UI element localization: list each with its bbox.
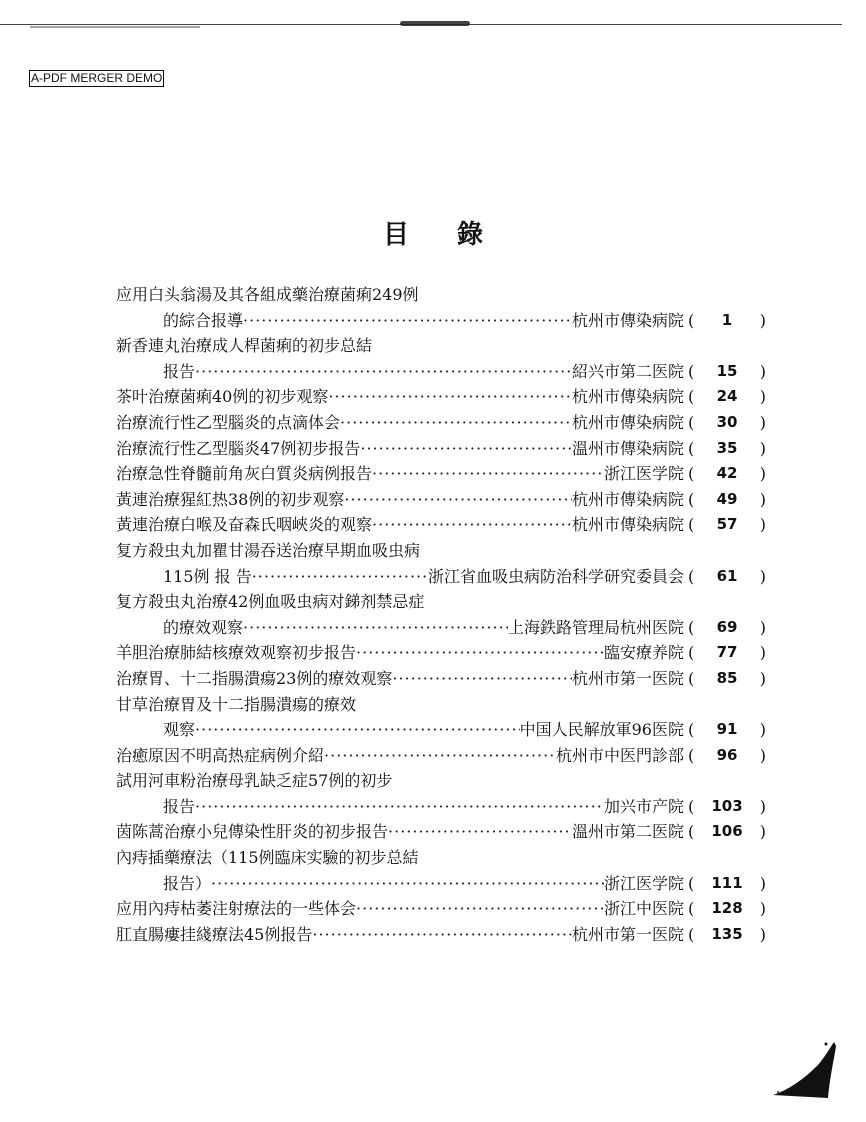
entry-source: 杭州市傳染病院 — [571, 387, 684, 407]
entry-page: ( 103 ) — [684, 794, 766, 820]
dot-leader — [195, 794, 604, 820]
entry-page: ( 69 ) — [684, 615, 766, 641]
toc-entry-title-line[interactable]: 复方殺虫丸治療42例血吸虫病对銻剂禁忌症 — [116, 592, 425, 612]
toc-entry[interactable] — [116, 512, 766, 538]
dot-leader — [356, 896, 604, 922]
toc-entry[interactable] — [116, 487, 766, 513]
entry-page: ( 30 ) — [684, 410, 766, 436]
entry-title: 羊胆治療肺結核療效观察初步报告 — [116, 643, 357, 663]
toc-entry[interactable] — [116, 922, 766, 948]
corner-ink-stain — [768, 1040, 838, 1100]
entry-source: 中国人民解放軍96医院 — [519, 720, 684, 740]
page-number: 106 — [711, 822, 743, 841]
entry-title: 治療流行性乙型腦炎的点滴体会 — [116, 412, 341, 432]
toc-entry[interactable] — [116, 564, 766, 590]
entry-page: ( 35 ) — [684, 436, 766, 462]
toc-entry[interactable] — [116, 640, 766, 666]
entry-source: 上海鉄路管理局杭州医院 — [507, 617, 684, 637]
toc-entry[interactable] — [116, 871, 766, 897]
page-number: 1 — [721, 310, 733, 329]
entry-page: ( 128 ) — [684, 896, 766, 922]
toc-entry[interactable] — [116, 794, 766, 820]
page-number: 91 — [716, 720, 738, 739]
entry-title: 报告） — [163, 873, 212, 893]
entry-title: 应用內痔枯萎注射療法的一些体会 — [116, 899, 357, 919]
toc-entry[interactable] — [116, 896, 766, 922]
page-number: 42 — [716, 464, 738, 483]
entry-source: 杭州市傳染病院 — [571, 489, 684, 509]
page-number: 61 — [716, 566, 738, 585]
dot-leader — [211, 871, 604, 897]
dot-leader — [392, 666, 572, 692]
dot-leader — [243, 615, 508, 641]
entry-title: 的綜合报導 — [163, 310, 244, 330]
entry-page: ( 111 ) — [684, 871, 766, 897]
entry-source: 杭州市傳染病院 — [571, 310, 684, 330]
entry-source: 紹兴市第二医院 — [571, 361, 684, 381]
entry-page: ( 96 ) — [684, 743, 766, 769]
entry-source: 杭州市傳染病院 — [571, 515, 684, 535]
entry-title: 茵陈蒿治療小兒傳染性肝炎的初步报告 — [116, 822, 389, 842]
page-number: 15 — [716, 361, 738, 380]
entry-source: 杭州市傳染病院 — [571, 412, 684, 432]
page-title: 目錄 — [382, 220, 531, 250]
dot-leader — [195, 717, 520, 743]
page-number: 24 — [716, 387, 738, 406]
dot-leader — [324, 743, 556, 769]
toc-entry[interactable] — [116, 384, 766, 410]
toc-entry-title-line[interactable]: 內痔插藥療法（115例臨床实驗的初步总結 — [116, 848, 419, 868]
entry-title: 报告 — [163, 361, 196, 381]
dot-leader — [372, 512, 572, 538]
toc-entry-title-line[interactable]: 甘草治療胃及十二指腸潰瘍的療效 — [116, 694, 357, 714]
toc-entry-title-line[interactable]: 应用白头翁湯及其各組成藥治療菌痢249例 — [116, 285, 419, 304]
scan-ink-mark — [400, 21, 470, 26]
entry-source: 浙江医学院 — [603, 464, 684, 484]
entry-title: 治癒原因不明高热症病例介紹 — [116, 745, 325, 765]
page-number: 103 — [711, 796, 743, 815]
toc-entry-title-line[interactable]: 复方殺虫丸加瞿甘湯吞送治療早期血吸虫病 — [116, 540, 421, 560]
entry-page: ( 57 ) — [684, 512, 766, 538]
entry-page: ( 15 ) — [684, 359, 766, 385]
page-number: 69 — [716, 617, 738, 636]
page-number: 30 — [716, 412, 738, 431]
toc-entry-title-line[interactable]: 試用河車粉治療母乳缺乏症57例的初步 — [116, 771, 393, 791]
page-number: 57 — [716, 515, 738, 534]
entry-title: 治療流行性乙型腦炎47例初步报告 — [116, 438, 361, 458]
toc-entry[interactable] — [116, 461, 766, 487]
entry-source: 浙江医学院 — [603, 873, 684, 893]
entry-source: 溫州市第二医院 — [571, 822, 684, 842]
entry-title: 黃連治療猩紅热38例的初步观察 — [116, 489, 345, 509]
dot-leader — [195, 359, 572, 385]
entry-title: 治療急性脊髓前角灰白質炎病例报告 — [116, 464, 373, 484]
page-number: 128 — [711, 899, 743, 918]
page-number: 96 — [716, 745, 738, 764]
toc-entry[interactable] — [116, 717, 766, 743]
dot-leader — [360, 436, 572, 462]
entry-page: ( 91 ) — [684, 717, 766, 743]
entry-title: 报告 — [163, 796, 196, 816]
entry-title: 观察 — [163, 720, 196, 740]
scan-top-smudge — [30, 26, 200, 28]
page-number: 135 — [711, 924, 743, 943]
toc-entry[interactable] — [116, 436, 766, 462]
dot-leader — [344, 487, 572, 513]
entry-source: 杭州市第一医院 — [571, 668, 684, 688]
entry-page: ( 135 ) — [684, 922, 766, 948]
entry-page: ( 77 ) — [684, 640, 766, 666]
entry-page: ( 49 ) — [684, 487, 766, 513]
toc-entry-title-line[interactable]: 新香連丸治療成人桿菌痢的初步总結 — [116, 336, 373, 356]
dot-leader — [372, 461, 604, 487]
table-of-contents — [116, 282, 766, 947]
toc-entry[interactable] — [116, 666, 766, 692]
toc-entry[interactable] — [116, 615, 766, 641]
dot-leader — [388, 819, 572, 845]
entry-source: 浙江省血吸虫病防治科学研究委員会 — [427, 566, 684, 586]
page-number: 77 — [716, 643, 738, 662]
entry-source: 杭州市第一医院 — [571, 924, 684, 944]
entry-source: 杭州市中医門診部 — [555, 745, 684, 765]
dot-leader — [328, 384, 572, 410]
entry-source: 溫州市傳染病院 — [571, 438, 684, 458]
entry-page: ( 42 ) — [684, 461, 766, 487]
page-number: 111 — [711, 873, 743, 892]
dot-leader — [340, 410, 572, 436]
entry-source: 加兴市产院 — [603, 796, 684, 816]
toc-entry[interactable] — [116, 410, 766, 436]
entry-title: 115例 报 告 — [163, 566, 252, 586]
entry-source: 臨安療养院 — [603, 643, 684, 663]
toc-entry[interactable] — [116, 359, 766, 385]
dot-leader — [312, 922, 572, 948]
toc-entry[interactable] — [116, 743, 766, 769]
page-number: 85 — [716, 668, 738, 687]
entry-page: ( 85 ) — [684, 666, 766, 692]
entry-page: ( 24 ) — [684, 384, 766, 410]
entry-page: ( 1 ) — [684, 308, 766, 334]
toc-entry[interactable] — [116, 308, 766, 334]
dot-leader — [356, 640, 604, 666]
entry-title: 肛直腸瘻挂綫療法45例报告 — [116, 924, 313, 944]
entry-title: 茶叶治療菌痢40例的初步观察 — [116, 387, 329, 407]
entry-title: 黃連治療白喉及奋森氏咽峽炎的观察 — [116, 515, 373, 535]
page-number: 49 — [716, 489, 738, 508]
dot-leader — [252, 564, 428, 590]
entry-source: 浙江中医院 — [603, 899, 684, 919]
dot-leader — [243, 308, 572, 334]
entry-page: ( 61 ) — [684, 564, 766, 590]
entry-title: 的療效观察 — [163, 617, 244, 637]
watermark-label: A-PDF MERGER DEMO — [31, 71, 163, 85]
entry-title: 治療胃、十二指腸潰瘍23例的療效观察 — [116, 668, 393, 688]
entry-page: ( 106 ) — [684, 819, 766, 845]
page-number: 35 — [716, 438, 738, 457]
toc-entry[interactable] — [116, 819, 766, 845]
